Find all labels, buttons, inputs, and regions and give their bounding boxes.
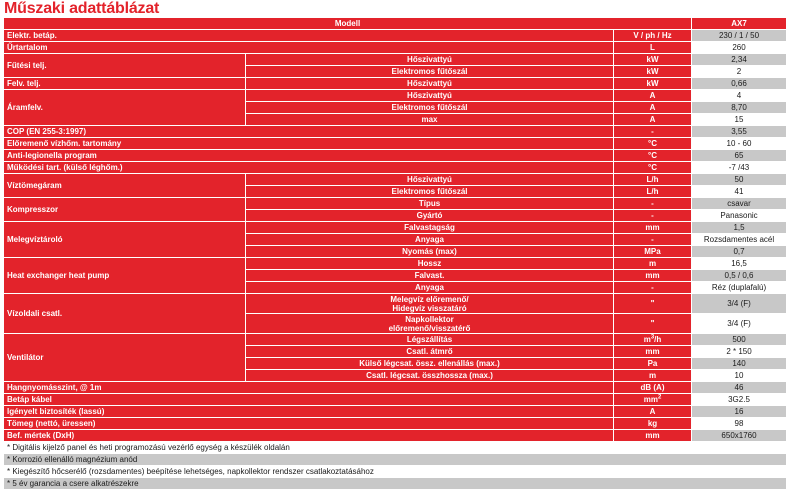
row-unit: °C <box>614 162 692 174</box>
table-row <box>4 334 787 346</box>
row-value: Réz (duplafalú) <box>692 282 787 294</box>
table-row <box>4 138 787 150</box>
row-value: 2 <box>692 66 787 78</box>
row-unit: mm <box>614 270 692 282</box>
row-unit: L/h <box>614 186 692 198</box>
row-sublabel: Gyártó <box>246 210 614 222</box>
row-sublabel-line1: Napkollektor <box>405 314 454 324</box>
table-row <box>4 258 787 270</box>
row-sublabel-line2: Hidegvíz visszatáró <box>392 303 467 313</box>
table-row <box>4 406 787 418</box>
row-value: 0,66 <box>692 78 787 90</box>
row-unit: - <box>614 234 692 246</box>
row-value: 140 <box>692 358 787 370</box>
row-value: 3,55 <box>692 126 787 138</box>
row-value: 0,7 <box>692 246 787 258</box>
note-text: * 5 év garancia a csere alkatrészekre <box>4 478 787 490</box>
table-row <box>4 42 787 54</box>
row-unit: kW <box>614 54 692 66</box>
row-unit: mm <box>614 346 692 358</box>
note-row <box>4 442 787 454</box>
unit-superscript: 3 <box>650 333 655 340</box>
row-value: 16,5 <box>692 258 787 270</box>
row-sublabel <box>246 294 614 314</box>
group-label: Melegvíztároló <box>4 222 246 258</box>
row-unit: kg <box>614 418 692 430</box>
unit-base: mm <box>643 394 658 404</box>
row-unit: A <box>614 102 692 114</box>
row-sublabel: Hőszivattyú <box>246 174 614 186</box>
note-text: * Korrozió ellenálló magnézium anód <box>4 454 787 466</box>
table-header-row <box>4 18 787 30</box>
row-value: csavar <box>692 198 787 210</box>
row-value: 3/4 (F) <box>692 294 787 314</box>
row-label: Felv. telj. <box>4 78 246 90</box>
table-row <box>4 90 787 102</box>
unit-tail: /h <box>654 334 662 344</box>
row-unit: " <box>614 314 692 334</box>
header-modell: Modell <box>4 18 692 30</box>
row-value: 98 <box>692 418 787 430</box>
row-sublabel: max <box>246 114 614 126</box>
spec-table <box>3 17 787 490</box>
group-label: Ventilátor <box>4 334 246 382</box>
group-label: Heat exchanger heat pump <box>4 258 246 294</box>
table-row <box>4 198 787 210</box>
row-unit: m <box>614 258 692 270</box>
row-value: 46 <box>692 382 787 394</box>
row-value: Rozsdamentes acél <box>692 234 787 246</box>
row-sublabel: Elektromos fűtőszál <box>246 102 614 114</box>
row-label: Űrtartalom <box>4 42 614 54</box>
row-value: 650x1760 <box>692 430 787 442</box>
row-sublabel: Nyomás (max) <box>246 246 614 258</box>
row-value: 230 / 1 / 50 <box>692 30 787 42</box>
table-row <box>4 294 787 314</box>
row-unit: L/h <box>614 174 692 186</box>
row-unit: kW <box>614 66 692 78</box>
table-row <box>4 382 787 394</box>
row-unit: Pa <box>614 358 692 370</box>
group-label: Kompresszor <box>4 198 246 222</box>
row-unit: A <box>614 90 692 102</box>
row-label: Elektr. betáp. <box>4 30 614 42</box>
row-unit: MPa <box>614 246 692 258</box>
row-sublabel <box>246 314 614 334</box>
row-value: 50 <box>692 174 787 186</box>
page-title: Műszaki adattáblázat <box>4 0 160 17</box>
note-text: * Digitális kijelző panel és heti programozású vezérlő egység a készülék oldalán <box>4 442 787 454</box>
row-label: Anti-legionella program <box>4 150 614 162</box>
row-value: 260 <box>692 42 787 54</box>
row-sublabel-line1: Melegvíz előremenő/ <box>390 294 469 304</box>
row-value: 0,5 / 0,6 <box>692 270 787 282</box>
row-label: Előremenő vízhőm. tartomány <box>4 138 614 150</box>
group-label: Víztömegáram <box>4 174 246 198</box>
group-label: Fűtési telj. <box>4 54 246 78</box>
row-sublabel: Hossz <box>246 258 614 270</box>
row-value: 1,5 <box>692 222 787 234</box>
row-unit: mm <box>614 430 692 442</box>
row-sublabel: Hőszivattyú <box>246 90 614 102</box>
table-row <box>4 394 787 406</box>
row-value: 16 <box>692 406 787 418</box>
row-value: 500 <box>692 334 787 346</box>
row-value: 10 <box>692 370 787 382</box>
row-sublabel: Csatl. légcsat. összhossza (max.) <box>246 370 614 382</box>
row-value: 2,34 <box>692 54 787 66</box>
row-unit: " <box>614 294 692 314</box>
row-unit: - <box>614 126 692 138</box>
row-label: COP (EN 255-3:1997) <box>4 126 614 138</box>
row-label: Betáp kábel <box>4 394 614 406</box>
row-value: 3G2.5 <box>692 394 787 406</box>
row-unit: kW <box>614 78 692 90</box>
header-model-name: AX7 <box>692 18 787 30</box>
table-row <box>4 430 787 442</box>
row-value: 3/4 (F) <box>692 314 787 334</box>
row-value: 41 <box>692 186 787 198</box>
row-value: 65 <box>692 150 787 162</box>
table-row <box>4 54 787 66</box>
row-value: 15 <box>692 114 787 126</box>
row-label: Igényelt biztosíték (lassú) <box>4 406 614 418</box>
note-text: * Kiegészítő hőcserélő (rozsdamentes) beépítése lehetséges, napkollektor rendszer csatlakoztatásához <box>4 466 787 478</box>
row-label: Bef. mértek (DxH) <box>4 430 614 442</box>
row-unit: °C <box>614 138 692 150</box>
row-sublabel: Elektromos fűtőszál <box>246 66 614 78</box>
row-sublabel: Anyaga <box>246 282 614 294</box>
table-row <box>4 78 787 90</box>
row-unit <box>614 394 692 406</box>
row-sublabel: Hőszivattyú <box>246 78 614 90</box>
row-unit: m <box>614 370 692 382</box>
row-unit: dB (A) <box>614 382 692 394</box>
note-row <box>4 466 787 478</box>
row-sublabel-line2: előremenő/visszatérő <box>388 323 471 333</box>
table-row <box>4 30 787 42</box>
row-label: Működési tart. (külső léghőm.) <box>4 162 614 174</box>
table-row <box>4 418 787 430</box>
note-row <box>4 478 787 490</box>
table-row <box>4 126 787 138</box>
row-value: 4 <box>692 90 787 102</box>
row-unit: L <box>614 42 692 54</box>
row-unit: - <box>614 210 692 222</box>
row-unit: °C <box>614 150 692 162</box>
row-sublabel: Elektromos fűtőszál <box>246 186 614 198</box>
row-sublabel: Külső légcsat. össz. ellenállás (max.) <box>246 358 614 370</box>
row-label: Hangnyomásszint, @ 1m <box>4 382 614 394</box>
row-unit: - <box>614 282 692 294</box>
unit-base: m <box>643 334 651 344</box>
row-sublabel: Légszállítás <box>246 334 614 346</box>
table-row <box>4 222 787 234</box>
row-sublabel: Falvast. <box>246 270 614 282</box>
row-value: 2 * 150 <box>692 346 787 358</box>
row-sublabel: Anyaga <box>246 234 614 246</box>
row-value: 10 - 60 <box>692 138 787 150</box>
row-label: Tömeg (nettó, üressen) <box>4 418 614 430</box>
table-row <box>4 150 787 162</box>
table-row <box>4 162 787 174</box>
row-unit <box>614 334 692 346</box>
unit-superscript: 2 <box>657 393 662 400</box>
row-sublabel: Hőszivattyú <box>246 54 614 66</box>
row-sublabel: Falvastagság <box>246 222 614 234</box>
row-unit: mm <box>614 222 692 234</box>
group-label: Áramfelv. <box>4 90 246 126</box>
row-sublabel: Csatl. átmrő <box>246 346 614 358</box>
row-unit: A <box>614 114 692 126</box>
row-value: 8,70 <box>692 102 787 114</box>
row-value: Panasonic <box>692 210 787 222</box>
row-unit: V / ph / Hz <box>614 30 692 42</box>
table-row <box>4 174 787 186</box>
row-value: -7 /43 <box>692 162 787 174</box>
row-sublabel: Típus <box>246 198 614 210</box>
row-unit: - <box>614 198 692 210</box>
row-unit: A <box>614 406 692 418</box>
group-label: Vízoldali csatl. <box>4 294 246 334</box>
